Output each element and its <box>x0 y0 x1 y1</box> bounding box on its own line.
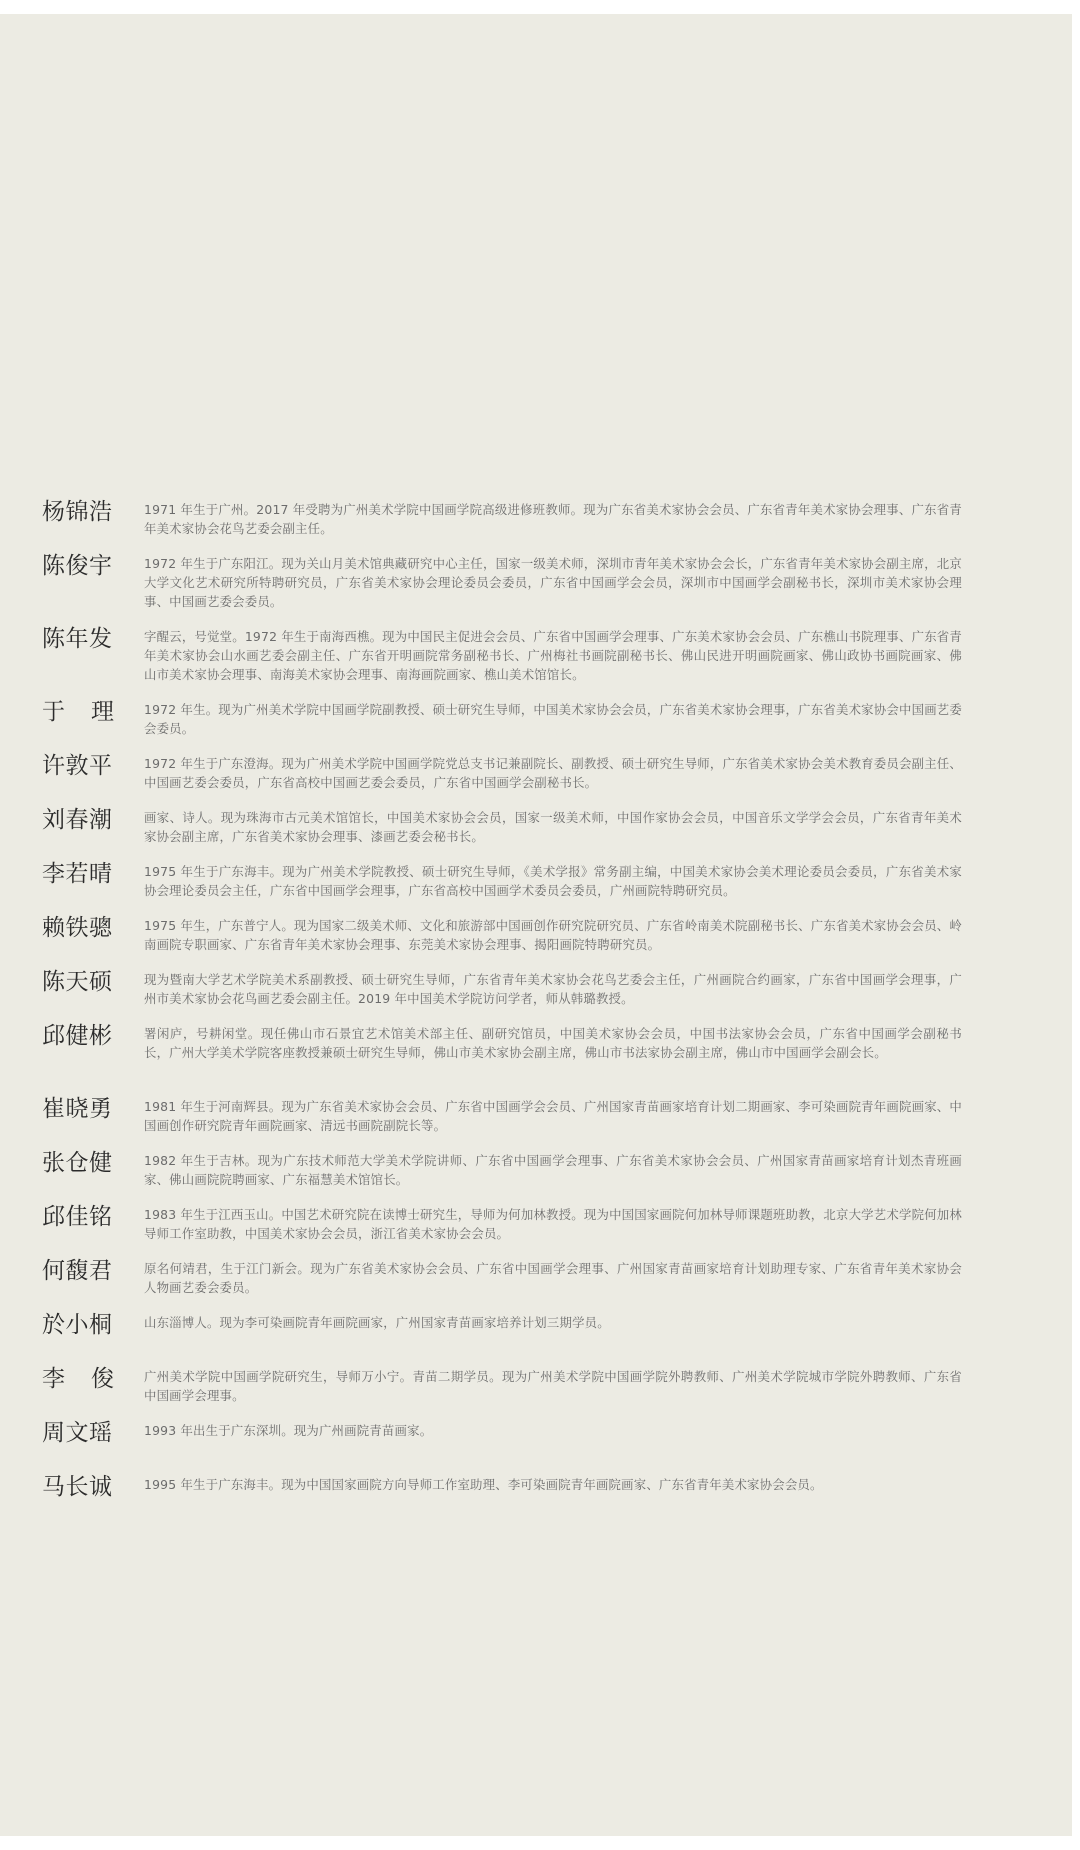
artist-name: 李若晴 <box>42 861 113 887</box>
artist-entry <box>42 1259 962 1313</box>
artist-bio: 1982 年生于吉林。现为广东技术师范大学美术学院讲师、广东省中国画学会理事、广东省美术家协会会员、广州国家青苗画家培育计划杰青班画家、佛山画院院聘画家、广东福慧美术馆馆长。 <box>144 1153 962 1187</box>
artist-bio: 字醒云，号觉堂。1972 年生于南海西樵。现为中国民主促进会会员、广东省中国画学会理事、广东美术家协会会员、广东樵山书院理事、广东省青年美术家协会山水画艺委会副主任、广东省开明画院常务副秘书长、广州梅社书画院副秘书长、佛山民进开明画院画家、佛山政协书画院画家、佛山市美术家协会理事、南海美术家协会理事、南海画院画家、樵山美术馆馆长。 <box>144 629 962 682</box>
artist-entry <box>42 1475 962 1529</box>
artist-bio: 1975 年生于广东海丰。现为广州美术学院教授、硕士研究生导师，《美术学报》常务副主编，中国美术家协会美术理论委员会委员，广东省美术家协会理论委员会主任，广东省中国画学会理事，广东省高校中国画学术委员会委员，广州画院特聘研究员。 <box>144 864 962 898</box>
artist-entry <box>42 1367 962 1421</box>
artist-bio: 1975 年生，广东普宁人。现为国家二级美术师、文化和旅游部中国画创作研究院研究员、广东省岭南美术院副秘书长、广东省美术家协会会员、岭南画院专职画家、广东省青年美术家协会理事、东莞美术家协会理事、揭阳画院特聘研究员。 <box>144 918 962 952</box>
artist-bio: 1995 年生于广东海丰。现为中国国家画院方向导师工作室助理、李可染画院青年画院画家、广东省青年美术家协会会员。 <box>144 1477 823 1492</box>
artist-bio: 1981 年生于河南辉县。现为广东省美术家协会会员、广东省中国画学会会员、广州国家青苗画家培育计划二期画家、李可染画院青年画院画家、中国画创作研究院青年画院画家、清远书画院副院长等。 <box>144 1099 962 1133</box>
artist-entry <box>42 970 962 1024</box>
artist-bio: 画家、诗人。现为珠海市古元美术馆馆长，中国美术家协会会员，国家一级美术师，中国作家协会会员，中国音乐文学学会会员，广东省青年美术家协会副主席，广东省美术家协会理事、漆画艺委会秘书长。 <box>144 810 962 844</box>
artist-bio: 1972 年生于广东澄海。现为广州美术学院中国画学院党总支书记兼副院长、副教授、硕士研究生导师，广东省美术家协会美术教育委员会副主任、中国画艺委会委员，广东省高校中国画艺委会委员，广东省中国画学会副秘书长。 <box>144 756 962 790</box>
artist-entry <box>42 754 962 808</box>
artist-bio: 署闲庐，号耕闲堂。现任佛山市石景宜艺术馆美术部主任、副研究馆员，中国美术家协会会员，中国书法家协会会员，广东省中国画学会副秘书长，广州大学美术学院客座教授兼硕士研究生导师，佛山市美术家协会副主席，佛山市书法家协会副主席，佛山市中国画学会副会长。 <box>144 1026 962 1060</box>
artist-bio: 1993 年出生于广东深圳。现为广州画院青苗画家。 <box>144 1423 433 1438</box>
artist-name: 崔晓勇 <box>42 1096 113 1122</box>
artist-entry <box>42 1024 962 1097</box>
artist-entry <box>42 1205 962 1259</box>
artist-bio: 原名何靖君，生于江门新会。现为广东省美术家协会会员、广东省中国画学会理事、广州国家青苗画家培育计划助理专家、广东省青年美术家协会人物画艺委会委员。 <box>144 1261 962 1295</box>
artist-name: 何馥君 <box>42 1258 113 1284</box>
artist-name: 张仓健 <box>42 1150 113 1176</box>
page-background <box>0 14 1072 1836</box>
artist-name: 陈俊宇 <box>42 553 113 579</box>
artist-entry <box>42 1313 962 1367</box>
artist-bio: 1972 年生于广东阳江。现为关山月美术馆典藏研究中心主任，国家一级美术师，深圳市青年美术家协会会长，广东省青年美术家协会副主席，北京大学文化艺术研究所特聘研究员，广东省美术家协会理论委员会委员，广东省中国画学会会员，深圳市中国画学会副秘书长，深圳市美术家协会理事、中国画艺委会委员。 <box>144 556 962 609</box>
artist-name: 于理 <box>42 699 140 725</box>
artist-name: 於小桐 <box>42 1312 113 1338</box>
artist-name: 周文瑶 <box>42 1420 113 1446</box>
artist-entry <box>42 916 962 970</box>
artist-name: 许敦平 <box>42 753 113 779</box>
artist-name: 陈天硕 <box>42 969 113 995</box>
artist-name: 李俊 <box>42 1366 140 1392</box>
artist-name: 邱佳铭 <box>42 1204 113 1230</box>
artist-entry <box>42 627 962 700</box>
artist-entry <box>42 700 962 754</box>
artist-name: 邱健彬 <box>42 1023 113 1049</box>
artist-roster <box>42 500 962 1529</box>
artist-bio: 山东淄博人。现为李可染画院青年画院画家，广州国家青苗画家培养计划三期学员。 <box>144 1315 610 1330</box>
artist-entry <box>42 808 962 862</box>
artist-name: 刘春潮 <box>42 807 113 833</box>
artist-bio: 1983 年生于江西玉山。中国艺术研究院在读博士研究生，导师为何加林教授。现为中国国家画院何加林导师课题班助教，北京大学艺术学院何加林导师工作室助教，中国美术家协会会员，浙江省美术家协会会员。 <box>144 1207 962 1241</box>
artist-entry <box>42 1421 962 1475</box>
artist-name: 陈年发 <box>42 626 113 652</box>
artist-name: 赖铁骢 <box>42 915 113 941</box>
artist-bio: 1972 年生。现为广州美术学院中国画学院副教授、硕士研究生导师，中国美术家协会会员，广东省美术家协会理事，广东省美术家协会中国画艺委会委员。 <box>144 702 962 736</box>
artist-bio: 1971 年生于广州。2017 年受聘为广州美术学院中国画学院高级进修班教师。现为广东省美术家协会会员、广东省青年美术家协会理事、广东省青年美术家协会花鸟艺委会副主任。 <box>144 502 962 536</box>
artist-bio: 现为暨南大学艺术学院美术系副教授、硕士研究生导师，广东省青年美术家协会花鸟艺委会主任，广州画院合约画家，广东省中国画学会理事，广州市美术家协会花鸟画艺委会副主任。2019 年中国美术学院访问学者，师从韩璐教授。 <box>144 972 962 1006</box>
artist-entry <box>42 1151 962 1205</box>
artist-name: 杨锦浩 <box>42 499 113 525</box>
artist-name: 马长诚 <box>42 1474 113 1500</box>
artist-entry <box>42 500 962 554</box>
artist-bio: 广州美术学院中国画学院研究生，导师万小宁。青苗二期学员。现为广州美术学院中国画学院外聘教师、广州美术学院城市学院外聘教师、广东省中国画学会理事。 <box>144 1369 962 1403</box>
artist-entry <box>42 862 962 916</box>
artist-entry <box>42 554 962 627</box>
artist-entry <box>42 1097 962 1151</box>
